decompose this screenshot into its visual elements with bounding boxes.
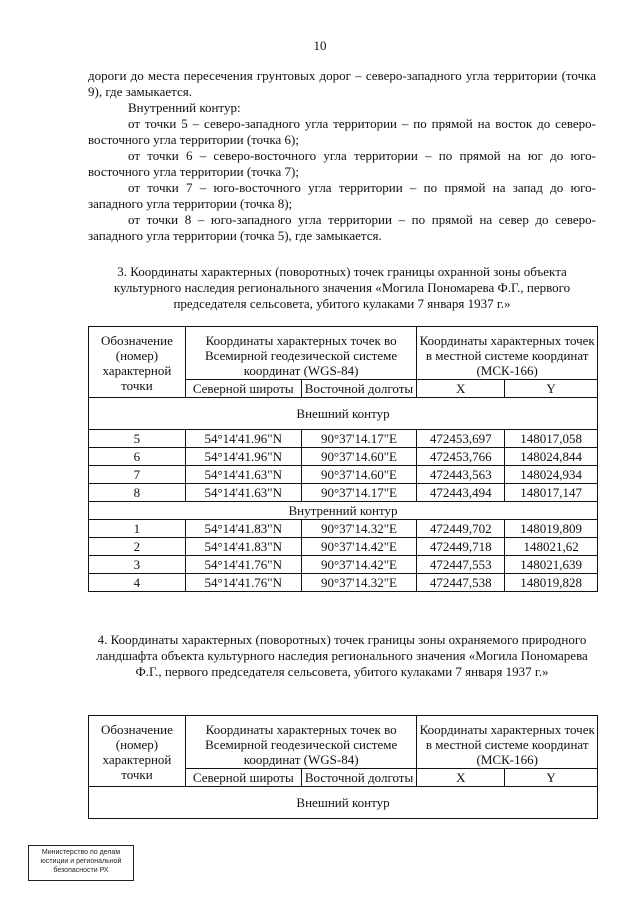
paragraph: Внутренний контур:: [128, 100, 241, 115]
table-row: [89, 466, 598, 484]
y-coordinate: 148017,058: [505, 430, 598, 448]
north-latitude: 54°14'41.63"N: [185, 484, 301, 502]
point-number: 4: [89, 574, 186, 592]
header-msk: Координаты характерных точек в местной системе координат (МСК-166): [417, 716, 598, 769]
header-wgs: Координаты характерных точек во Всемирной геодезической системе координат (WGS-84): [185, 716, 417, 769]
header-y: Y: [505, 769, 598, 787]
east-longitude: 90°37'14.17"E: [301, 430, 417, 448]
inner-contour-rows: [89, 520, 598, 592]
coordinates-table-2: [88, 715, 598, 819]
outer-contour-label: Внешний контур: [89, 398, 598, 430]
paragraph: от точки 7 – юго-восточного угла территории – по прямой на запад до юго-западного угла территории (точка 8);: [88, 180, 596, 211]
table-row: [89, 538, 598, 556]
header-y: Y: [505, 380, 598, 398]
header-x: X: [417, 769, 505, 787]
east-longitude: 90°37'14.60"E: [301, 448, 417, 466]
x-coordinate: 472443,563: [417, 466, 505, 484]
header-point: Обозначение (номер) характерной точки: [89, 716, 186, 787]
stamp-line: безопасности РХ: [53, 867, 109, 874]
x-coordinate: 472453,766: [417, 448, 505, 466]
paragraph: от точки 8 – юго-западного угла территории – по прямой на север до северо-западного угла территории (точка 5), где замыкается.: [88, 212, 596, 243]
east-longitude: 90°37'14.42"E: [301, 538, 417, 556]
table-row: [89, 520, 598, 538]
paragraph: дороги до места пересечения грунтовых дорог – северо-западного угла территории (точка 9), где замыкается.: [88, 68, 596, 99]
x-coordinate: 472447,553: [417, 556, 505, 574]
y-coordinate: 148021,62: [505, 538, 598, 556]
y-coordinate: 148019,809: [505, 520, 598, 538]
point-number: 3: [89, 556, 186, 574]
outer-contour-label: Внешний контур: [89, 787, 598, 819]
point-number: 2: [89, 538, 186, 556]
point-number: 5: [89, 430, 186, 448]
y-coordinate: 148017,147: [505, 484, 598, 502]
point-number: 6: [89, 448, 186, 466]
east-longitude: 90°37'14.32"E: [301, 520, 417, 538]
table-row: [89, 556, 598, 574]
point-number: 8: [89, 484, 186, 502]
north-latitude: 54°14'41.96"N: [185, 430, 301, 448]
inner-contour-label: Внутренний контур: [89, 502, 598, 520]
header-wgs: Координаты характерных точек во Всемирной геодезической системе координат (WGS-84): [185, 327, 416, 380]
north-latitude: 54°14'41.76"N: [185, 574, 301, 592]
y-coordinate: 148019,828: [505, 574, 598, 592]
north-latitude: 54°14'41.63"N: [185, 466, 301, 484]
header-east: Восточной долготы: [301, 769, 417, 787]
east-longitude: 90°37'14.42"E: [301, 556, 417, 574]
paragraph: от точки 5 – северо-западного угла территории – по прямой на восток до северо-восточного угла территории (точка 6);: [88, 116, 596, 147]
registration-stamp: [28, 845, 134, 881]
page-number: 10: [313, 38, 327, 53]
body-text: [88, 68, 596, 244]
east-longitude: 90°37'14.60"E: [301, 466, 417, 484]
header-north: Северной широты: [185, 380, 301, 398]
stamp-line: юстиции и региональной: [40, 858, 122, 865]
point-number: 7: [89, 466, 186, 484]
paragraph: от точки 6 – северо-восточного угла территории – по прямой на юг до юго-восточного угла территории (точка 7);: [88, 148, 596, 179]
north-latitude: 54°14'41.76"N: [185, 556, 301, 574]
north-latitude: 54°14'41.83"N: [185, 538, 301, 556]
table-row: [89, 484, 598, 502]
header-point: Обозначение (номер) характерной точки: [89, 327, 186, 398]
header-east: Восточной долготы: [301, 380, 417, 398]
x-coordinate: 472453,697: [417, 430, 505, 448]
north-latitude: 54°14'41.96"N: [185, 448, 301, 466]
x-coordinate: 472443,494: [417, 484, 505, 502]
point-number: 1: [89, 520, 186, 538]
table-row: [89, 574, 598, 592]
table-row: [89, 448, 598, 466]
header-msk: Координаты характерных точек в местной системе координат (МСК-166): [417, 327, 598, 380]
east-longitude: 90°37'14.32"E: [301, 574, 417, 592]
x-coordinate: 472447,538: [417, 574, 505, 592]
section-3-title: 3. Координаты характерных (поворотных) точек границы охранной зоны объекта культурного наследия регионального значения «Могила Пономарева Ф.Г., первого председателя сельсовета, убитого кулаками 7 января 1937 г.»: [113, 264, 571, 311]
east-longitude: 90°37'14.17"E: [301, 484, 417, 502]
y-coordinate: 148024,934: [505, 466, 598, 484]
x-coordinate: 472449,718: [417, 538, 505, 556]
section-4-title: 4. Координаты характерных (поворотных) точек границы зоны охраняемого природного ландшафта объекта культурного наследия регионального значения «Могила Пономарева Ф.Г., первого председателя сельсовета, убитого кулаками 7 января 1937 г.»: [96, 632, 588, 679]
header-x: X: [417, 380, 505, 398]
header-north: Северной широты: [185, 769, 301, 787]
table-row: [89, 430, 598, 448]
y-coordinate: 148024,844: [505, 448, 598, 466]
outer-contour-rows: [89, 430, 598, 502]
stamp-line: Министерство по делам: [41, 849, 121, 856]
coordinates-table-1: [88, 326, 598, 592]
north-latitude: 54°14'41.83"N: [185, 520, 301, 538]
y-coordinate: 148021,639: [505, 556, 598, 574]
x-coordinate: 472449,702: [417, 520, 505, 538]
